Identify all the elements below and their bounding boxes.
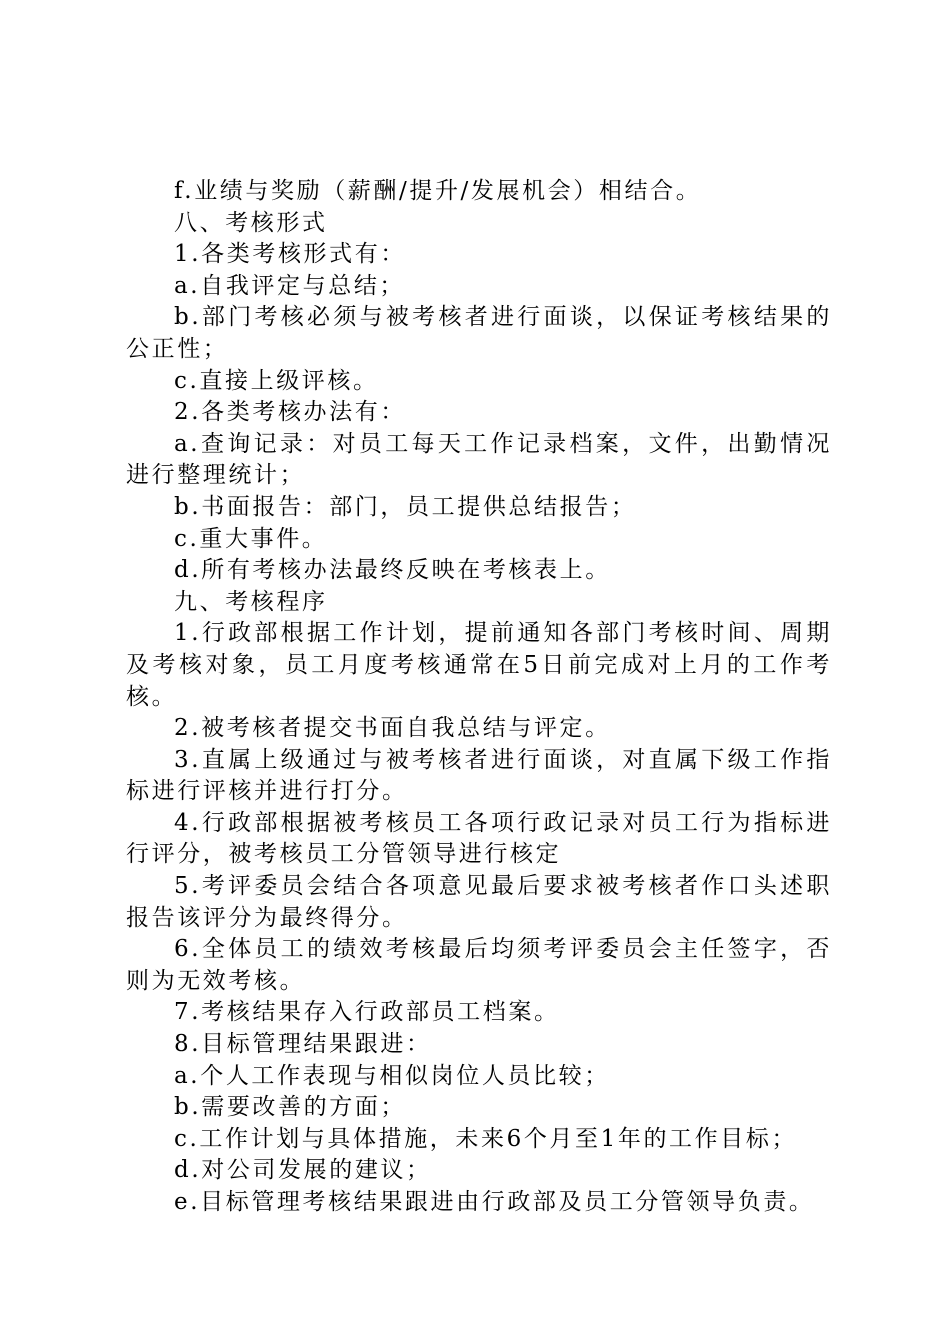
procedure-step-5: 5.考评委员会结合各项意见最后要求被考核者作口头述职报告该评分为最终得分。 [126, 873, 832, 931]
list-item-assessment-form: d.所有考核办法最终反映在考核表上。 [174, 557, 611, 584]
list-item-follow-up-responsibility: e.目标管理考核结果跟进由行政部及员工分管领导负责。 [174, 1189, 815, 1215]
procedure-step-3: 3.直属上级通过与被考核者进行面谈，对直属下级工作指标进行评核并进行打分。 [126, 746, 832, 805]
procedure-step-8: 8.目标管理结果跟进： [174, 1031, 432, 1058]
list-item-performance-comparison: a.个人工作表现与相似岗位人员比较； [174, 1062, 610, 1089]
procedure-step-6: 6.全体员工的绩效考核最后均须考评委员会主任签字，否则为无效考核。 [126, 936, 832, 994]
procedure-step-1: 1.行政部根据工作计划，提前通知各部门考核时间、周期及考核对象，员工月度考核通常在5日前完成对上月的工作考核。 [126, 620, 832, 710]
section-heading-assessment-forms: 八、考核形式 [174, 209, 328, 236]
list-item-work-plan: c.工作计划与具体措施，未来6个月至1年的工作目标； [174, 1125, 798, 1152]
list-item-major-events: c.重大事件。 [174, 525, 328, 552]
list-item-department-interview: b.部门考核必须与被考核者进行面谈，以保证考核结果的公正性； [126, 304, 832, 362]
list-item-written-report: b.书面报告：部门，员工提供总结报告； [174, 493, 637, 520]
list-item-areas-to-improve: b.需要改善的方面； [174, 1094, 407, 1121]
list-item-direct-supervisor: c.直接上级评核。 [174, 367, 379, 394]
document-body [126, 176, 832, 1219]
paragraph-assessment-forms-list: 1.各类考核形式有： [174, 241, 406, 268]
list-item-record-query: a.查询记录：对员工每天工作记录档案，文件，出勤情况进行整理统计； [126, 430, 832, 489]
list-item-company-suggestions: d.对公司发展的建议； [174, 1157, 432, 1184]
section-heading-assessment-procedure: 九、考核程序 [174, 588, 328, 615]
paragraph-f-performance-rewards: f.业绩与奖励（薪酬/提升/发展机会）相结合。 [174, 178, 702, 204]
procedure-step-4: 4.行政部根据被考核员工各项行政记录对员工行为指标进行评分，被考核员工分管领导进行核定 [126, 809, 832, 868]
paragraph-assessment-methods-list: 2.各类考核办法有： [174, 399, 406, 426]
procedure-step-7: 7.考核结果存入行政部员工档案。 [174, 999, 560, 1026]
list-item-self-evaluation: a.自我评定与总结； [174, 272, 406, 299]
procedure-step-2: 2.被考核者提交书面自我总结与评定。 [174, 715, 611, 742]
